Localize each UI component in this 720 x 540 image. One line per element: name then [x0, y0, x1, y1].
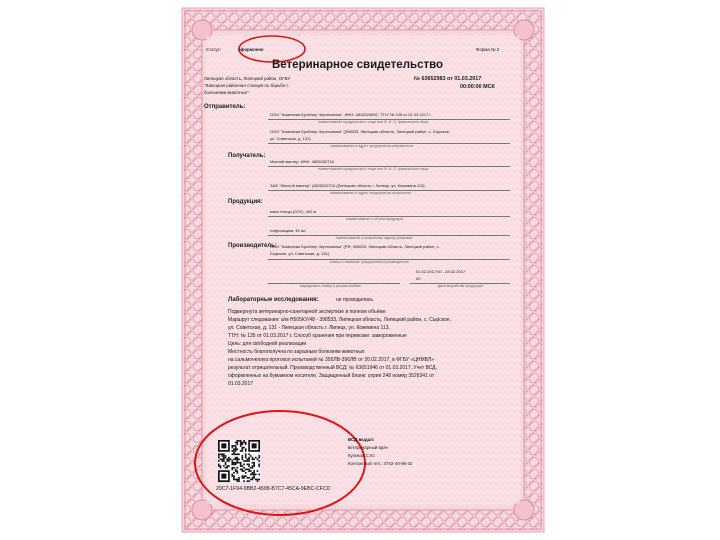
issuer-name: Куликов С.Ю.: [348, 453, 376, 458]
conclusion-line: результат отрицательный. Производственный ВСД: № 63651946 от 01.03.2017. Учет ВСД,: [228, 365, 437, 371]
lab-label: Лабораторные исследования:: [228, 297, 319, 303]
producer-caption-1: номер и название предприятия-производителя: [330, 260, 409, 264]
issuer-position: ветеринарный врач: [348, 445, 388, 450]
issued-by-label: ВСД выдал:: [348, 437, 375, 442]
certificate-number: № 63652983 от 01.03.2017: [414, 76, 482, 82]
conclusion-line: Цель: для свободной реализации: [228, 341, 307, 347]
document-uuid: 20C7-1F94-9BB2-4508-B7C7-45CA-9EBC-CFC0: [216, 486, 330, 492]
producer-label: Производитель:: [228, 243, 277, 249]
sender-line-2: ООО "Компания Бройлер Черноземья" (398533, Липецкая область, Липецкий район, с. Сырское,: [270, 129, 451, 134]
receiver-caption-2: наименование и адрес предприятия-получателя: [330, 191, 411, 195]
form-number: Форма № 2: [476, 47, 500, 52]
sender-line-1: ООО "Компания Бройлер Черноземья", ИНН: 4813025692, ТТН: № 135 от 01.03.2017 г.: [270, 112, 432, 117]
receiver-label: Получатель:: [228, 153, 266, 159]
production-dates: 01.02.2017:00 - 28.02.2017:: [416, 269, 467, 274]
conclusion-line: Подвергнута ветеринарно-санитарной экспертизе в полном объёме: [228, 309, 386, 315]
product-label: Продукция:: [228, 199, 263, 205]
producer-line-1: ООО "Компания Бройлер Черноземья" (РФ, 398533, Липецкая область, Липецкий район, с.: [270, 244, 440, 249]
content-panel: [206, 36, 520, 504]
producer-caption-3: дата выработки продукции: [438, 284, 483, 288]
conclusion-line: ТТН: № 135 от 01.03.2017 г. Способ хранения при перевозке: замороженные: [228, 333, 407, 339]
sender-caption-2: наименование и адрес предприятия-отправителя: [330, 144, 413, 148]
issuer-line-1: Липецкая область, Липецкий район, ОГБУ: [204, 76, 291, 81]
sender-line-3: ул. Советская, д. 131): [270, 136, 311, 141]
product-caption-2: наименование и количество единиц упаковки: [336, 236, 413, 240]
producer-line-2: Сырское, ул. Советская, д. 131): [270, 251, 330, 256]
status-label: Статус:: [206, 47, 222, 52]
product-line-2: гофроящики, 40 шт.: [270, 228, 307, 233]
production-dates-suffix: 00: [416, 276, 421, 281]
producer-caption-2: маркировка, номер и форма клейма: [300, 284, 361, 288]
page-title: Ветеринарное свидетельство: [272, 59, 444, 71]
conclusion-line: Местность благополучна по заразным болезням животных: [228, 349, 365, 355]
sender-label: Отправитель:: [204, 104, 246, 110]
conclusion-line: ул. Советская, д. 131 - Липецкая область г. Липецк, ул. Кожевена 113.: [228, 325, 390, 331]
status-value: оформлено: [238, 47, 264, 52]
issuer-line-3: болезнями животных": [204, 90, 249, 95]
receiver-line-1: Мясной мастер, ИНН: 4825032716: [270, 159, 334, 164]
veterinary-certificate: [180, 0, 546, 540]
conclusion-line: 01.03.2017: [228, 381, 254, 387]
conclusion-line: на сальмонеллез протокол испытаний № 395ЛВ-396ЛВ от 20.02.2017, в ФГБУ «ЦНМВЛ»: [228, 357, 435, 363]
receiver-line-2: ЗАО "Мясной мастер" (4825032716 (Липецкая область г. Липецк, ул. Кожевена 113): [270, 183, 425, 188]
lab-value: не проводились: [336, 297, 373, 303]
receiver-caption-1: наименование юридического лица или Ф. И. О. физического лица: [318, 167, 429, 171]
qr-code: [218, 440, 260, 482]
product-line-1: мясо птицы (ОЗУ), 400 кг: [270, 209, 317, 214]
issuer-phone: Контактный тел.: 4742-40-06-42: [348, 461, 413, 466]
product-caption-1: наименование и объём продукции: [346, 217, 404, 221]
certificate-time: 00:00:00 МСК: [460, 84, 495, 90]
sender-caption-1: наименование юридического лица или Ф. И. О. физического лица: [318, 120, 429, 124]
conclusion-line: оформленных на бумажном носителе. Защищенный бланк: серия 248 номер 3526341 от: [228, 373, 435, 379]
issuer-line-2: "Липецкая районная станция по борьбе с: [204, 83, 289, 88]
conclusion-line: Маршрут следования: а/м Н505КУ/48 - 398533, Липецкая область, Липецкий район, с. Сырское,: [228, 317, 451, 323]
